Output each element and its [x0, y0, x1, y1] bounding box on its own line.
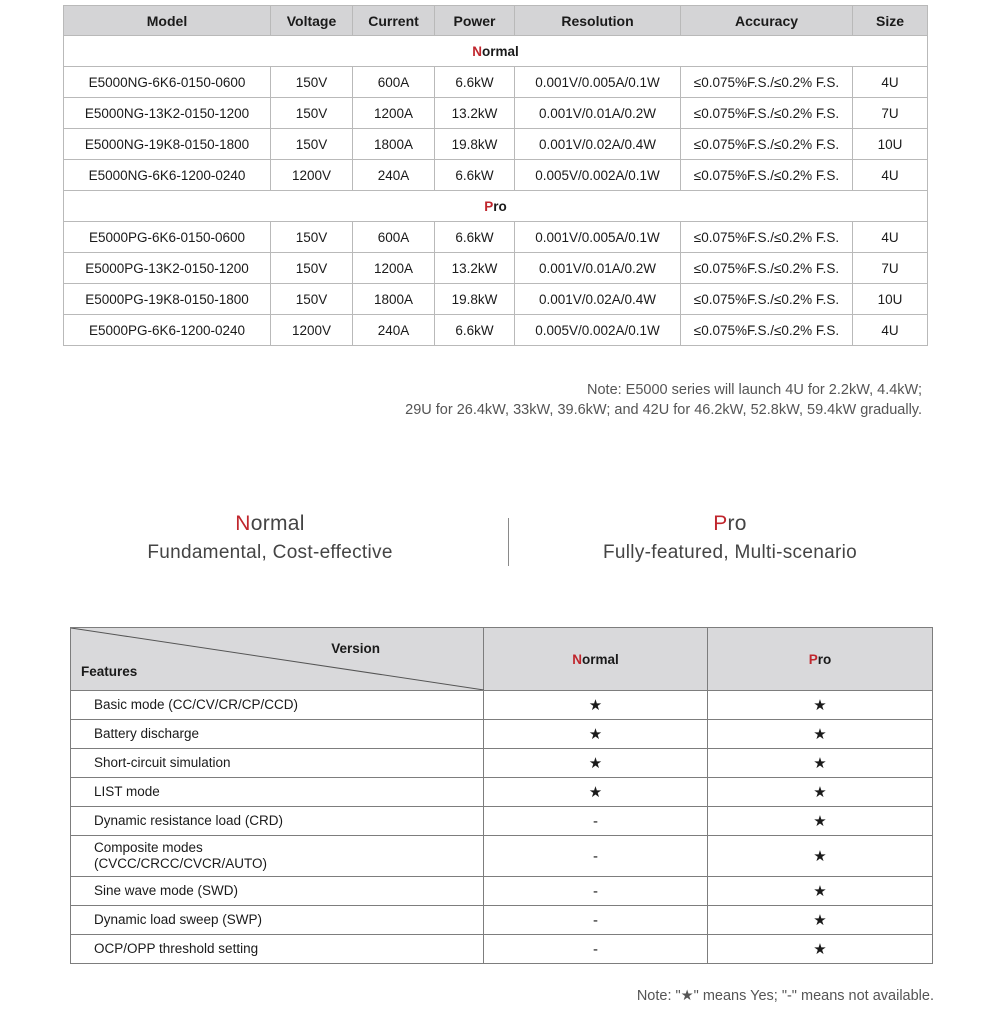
table-cell: E5000NG-19K8-0150-1800: [64, 129, 271, 160]
col-header-normal: Normal: [484, 628, 708, 691]
table-cell: 0.005V/0.002A/0.1W: [515, 315, 681, 346]
table-cell: 150V: [271, 253, 353, 284]
table-cell: ≤0.075%F.S./≤0.2% F.S.: [681, 67, 853, 98]
feature-name: Basic mode (CC/CV/CR/CP/CCD): [71, 691, 484, 720]
table-cell: 1200A: [353, 253, 435, 284]
feature-name: Dynamic resistance load (CRD): [71, 807, 484, 836]
table-cell: 0.001V/0.005A/0.1W: [515, 222, 681, 253]
table-cell: 6.6kW: [435, 222, 515, 253]
table-cell: 7U: [853, 253, 928, 284]
normal-availability: -: [484, 836, 708, 877]
feature-name: Sine wave mode (SWD): [71, 877, 484, 906]
table-cell: 19.8kW: [435, 129, 515, 160]
feature-name: Short-circuit simulation: [71, 749, 484, 778]
table-cell: ≤0.075%F.S./≤0.2% F.S.: [681, 160, 853, 191]
version-divider: [508, 518, 509, 566]
group-label: Normal: [64, 36, 928, 67]
table-cell: ≤0.075%F.S./≤0.2% F.S.: [681, 315, 853, 346]
table-row: [64, 222, 928, 253]
table-cell: ≤0.075%F.S./≤0.2% F.S.: [681, 253, 853, 284]
table-cell: E5000PG-13K2-0150-1200: [64, 253, 271, 284]
table-cell: 150V: [271, 284, 353, 315]
feature-name: Dynamic load sweep (SWP): [71, 906, 484, 935]
pro-availability: ★: [708, 935, 933, 964]
table-cell: 600A: [353, 67, 435, 98]
version-pro-title: Pro: [713, 512, 747, 535]
table-cell: 0.005V/0.002A/0.1W: [515, 160, 681, 191]
table-cell: 0.001V/0.02A/0.4W: [515, 129, 681, 160]
table-cell: 19.8kW: [435, 284, 515, 315]
version-normal-block: [100, 510, 440, 568]
feature-row: [71, 807, 933, 836]
feature-table-body: [71, 691, 933, 964]
table-cell: E5000NG-6K6-0150-0600: [64, 67, 271, 98]
table-cell: 4U: [853, 222, 928, 253]
spec-table-body: [64, 36, 928, 346]
header-version-label: Version: [331, 641, 380, 656]
group-row: [64, 36, 928, 67]
feature-row: [71, 691, 933, 720]
table-cell: 0.001V/0.01A/0.2W: [515, 98, 681, 129]
normal-availability: ★: [484, 749, 708, 778]
pro-availability: ★: [708, 720, 933, 749]
spec-header-row: [64, 6, 928, 36]
version-pro-description: Fully-featured, Multi-scenario: [603, 542, 857, 563]
col-header-current: Current: [353, 6, 435, 36]
table-cell: 6.6kW: [435, 315, 515, 346]
feature-row: [71, 749, 933, 778]
diagonal-divider: [71, 628, 484, 690]
normal-availability: ★: [484, 691, 708, 720]
feature-name: OCP/OPP threshold setting: [71, 935, 484, 964]
table-cell: ≤0.075%F.S./≤0.2% F.S.: [681, 129, 853, 160]
table-cell: 1200V: [271, 315, 353, 346]
table-cell: 0.001V/0.01A/0.2W: [515, 253, 681, 284]
feature-name: LIST mode: [71, 778, 484, 807]
table-cell: E5000NG-6K6-1200-0240: [64, 160, 271, 191]
group-row: [64, 191, 928, 222]
col-header-pro: Pro: [708, 628, 933, 691]
table-cell: E5000PG-6K6-0150-0600: [64, 222, 271, 253]
table-cell: ≤0.075%F.S./≤0.2% F.S.: [681, 284, 853, 315]
col-header-power: Power: [435, 6, 515, 36]
series-note-line-1: Note: E5000 series will launch 4U for 2.2kW, 4.4kW;: [587, 382, 922, 398]
table-row: [64, 129, 928, 160]
series-note-line-2: 29U for 26.4kW, 33kW, 39.6kW; and 42U for 46.2kW, 52.8kW, 59.4kW gradually.: [405, 402, 922, 418]
feature-name: Battery discharge: [71, 720, 484, 749]
feature-row: [71, 877, 933, 906]
feature-row: [71, 906, 933, 935]
normal-availability: ★: [484, 778, 708, 807]
table-cell: 150V: [271, 98, 353, 129]
normal-availability: -: [484, 877, 708, 906]
table-row: [64, 315, 928, 346]
table-cell: 1800A: [353, 129, 435, 160]
normal-availability: -: [484, 807, 708, 836]
table-cell: 4U: [853, 160, 928, 191]
group-label: Pro: [64, 191, 928, 222]
col-header-voltage: Voltage: [271, 6, 353, 36]
table-cell: 13.2kW: [435, 253, 515, 284]
spec-table: [63, 5, 928, 346]
pro-availability: ★: [708, 807, 933, 836]
table-cell: 7U: [853, 98, 928, 129]
table-cell: 240A: [353, 315, 435, 346]
normal-availability: ★: [484, 720, 708, 749]
header-features-label: Features: [81, 664, 138, 679]
feature-version-corner-header: [71, 628, 484, 691]
table-cell: 4U: [853, 315, 928, 346]
table-cell: 10U: [853, 284, 928, 315]
table-cell: 1200A: [353, 98, 435, 129]
feature-row: [71, 935, 933, 964]
normal-availability: -: [484, 935, 708, 964]
table-cell: E5000NG-13K2-0150-1200: [64, 98, 271, 129]
pro-availability: ★: [708, 836, 933, 877]
feature-row: [71, 836, 933, 877]
table-cell: 150V: [271, 129, 353, 160]
table-cell: E5000PG-6K6-1200-0240: [64, 315, 271, 346]
col-header-size: Size: [853, 6, 928, 36]
table-cell: 13.2kW: [435, 98, 515, 129]
table-cell: 150V: [271, 67, 353, 98]
pro-availability: ★: [708, 691, 933, 720]
table-cell: ≤0.075%F.S./≤0.2% F.S.: [681, 98, 853, 129]
table-row: [64, 253, 928, 284]
col-header-resolution: Resolution: [515, 6, 681, 36]
table-cell: 0.001V/0.005A/0.1W: [515, 67, 681, 98]
table-cell: 6.6kW: [435, 160, 515, 191]
table-cell: ≤0.075%F.S./≤0.2% F.S.: [681, 222, 853, 253]
pro-availability: ★: [708, 749, 933, 778]
table-row: [64, 160, 928, 191]
table-cell: E5000PG-19K8-0150-1800: [64, 284, 271, 315]
col-header-model: Model: [64, 6, 271, 36]
feature-name: Composite modes (CVCC/CRCC/CVCR/AUTO): [71, 836, 484, 877]
table-row: [64, 98, 928, 129]
table-cell: 6.6kW: [435, 67, 515, 98]
feature-table: [70, 627, 933, 964]
version-pro-block: [550, 510, 910, 568]
pro-availability: ★: [708, 877, 933, 906]
table-cell: 1200V: [271, 160, 353, 191]
legend-note: Note: "★" means Yes; "-" means not available.: [636, 988, 934, 1004]
feature-row: [71, 720, 933, 749]
pro-availability: ★: [708, 906, 933, 935]
normal-availability: -: [484, 906, 708, 935]
feature-header-row: [71, 628, 933, 691]
table-cell: 4U: [853, 67, 928, 98]
table-cell: 240A: [353, 160, 435, 191]
pro-availability: ★: [708, 778, 933, 807]
version-normal-title: Normal: [235, 512, 305, 535]
col-header-accuracy: Accuracy: [681, 6, 853, 36]
version-normal-description: Fundamental, Cost-effective: [147, 542, 393, 563]
table-row: [64, 67, 928, 98]
table-cell: 0.001V/0.02A/0.4W: [515, 284, 681, 315]
table-row: [64, 284, 928, 315]
table-cell: 10U: [853, 129, 928, 160]
feature-row: [71, 778, 933, 807]
table-cell: 600A: [353, 222, 435, 253]
series-note: [405, 380, 922, 420]
table-cell: 150V: [271, 222, 353, 253]
table-cell: 1800A: [353, 284, 435, 315]
